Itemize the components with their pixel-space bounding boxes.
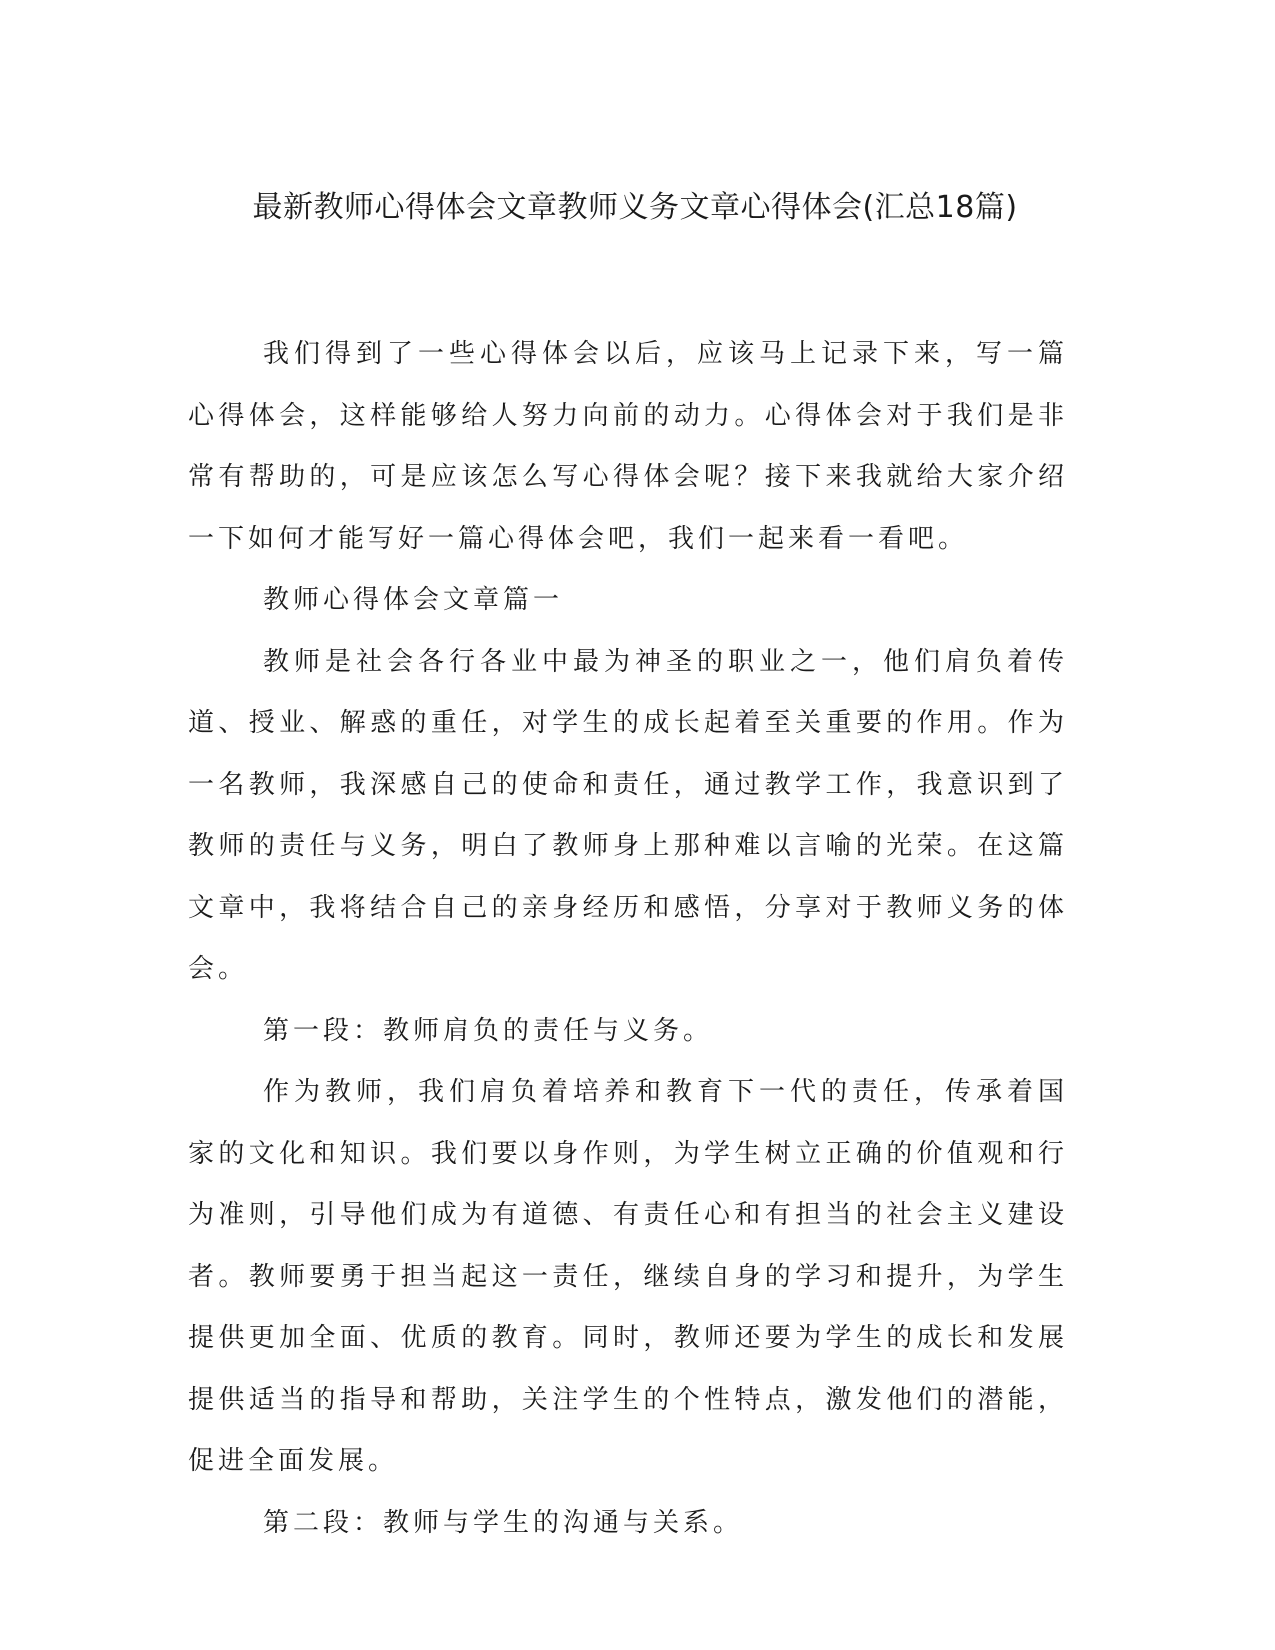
body-paragraph: 作为教师，我们肩负着培养和教育下一代的责任，传承着国家的文化和知识。我们要以身作则，为学生树立正确的价值观和行为准则，引导他们成为有道德、有责任心和有担当的社会主义建设者。教师要勇于担当起这一责任，继续自身的学习和提升，为学生提供更加全面、优质的教育。同时，教师还要为学生的成长和发展提供适当的指导和帮助，关注学生的个性特点，激发他们的潜能，促进全面发展。: [188, 1077, 1068, 1476]
subheading-first-section: 第一段：教师肩负的责任与义务。: [263, 1015, 714, 1046]
document-body: [188, 324, 1068, 1554]
subheading-second-section: 第二段：教师与学生的沟通与关系。: [263, 1507, 744, 1538]
body-paragraph: 教师是社会各行各业中最为神圣的职业之一，他们肩负着传道、授业、解惑的重任，对学生的成长起着至关重要的作用。作为一名教师，我深感自己的使命和责任，通过教学工作，我意识到了教师的责任与义务，明白了教师身上那种难以言喻的光荣。在这篇文章中，我将结合自己的亲身经历和感悟，分享对于教师义务的体会。: [188, 646, 1068, 984]
section-heading-part-one: 教师心得体会文章篇一: [263, 585, 564, 615]
intro-paragraph: 我们得到了一些心得体会以后，应该马上记录下来，写一篇心得体会，这样能够给人努力向前的动力。心得体会对于我们是非常有帮助的，可是应该怎么写心得体会呢？接下来我就给大家介绍一下如何才能写好一篇心得体会吧，我们一起来看一看吧。: [188, 339, 1068, 554]
document-title: 最新教师心得体会文章教师义务文章心得体会(汇总18篇): [252, 190, 1018, 225]
